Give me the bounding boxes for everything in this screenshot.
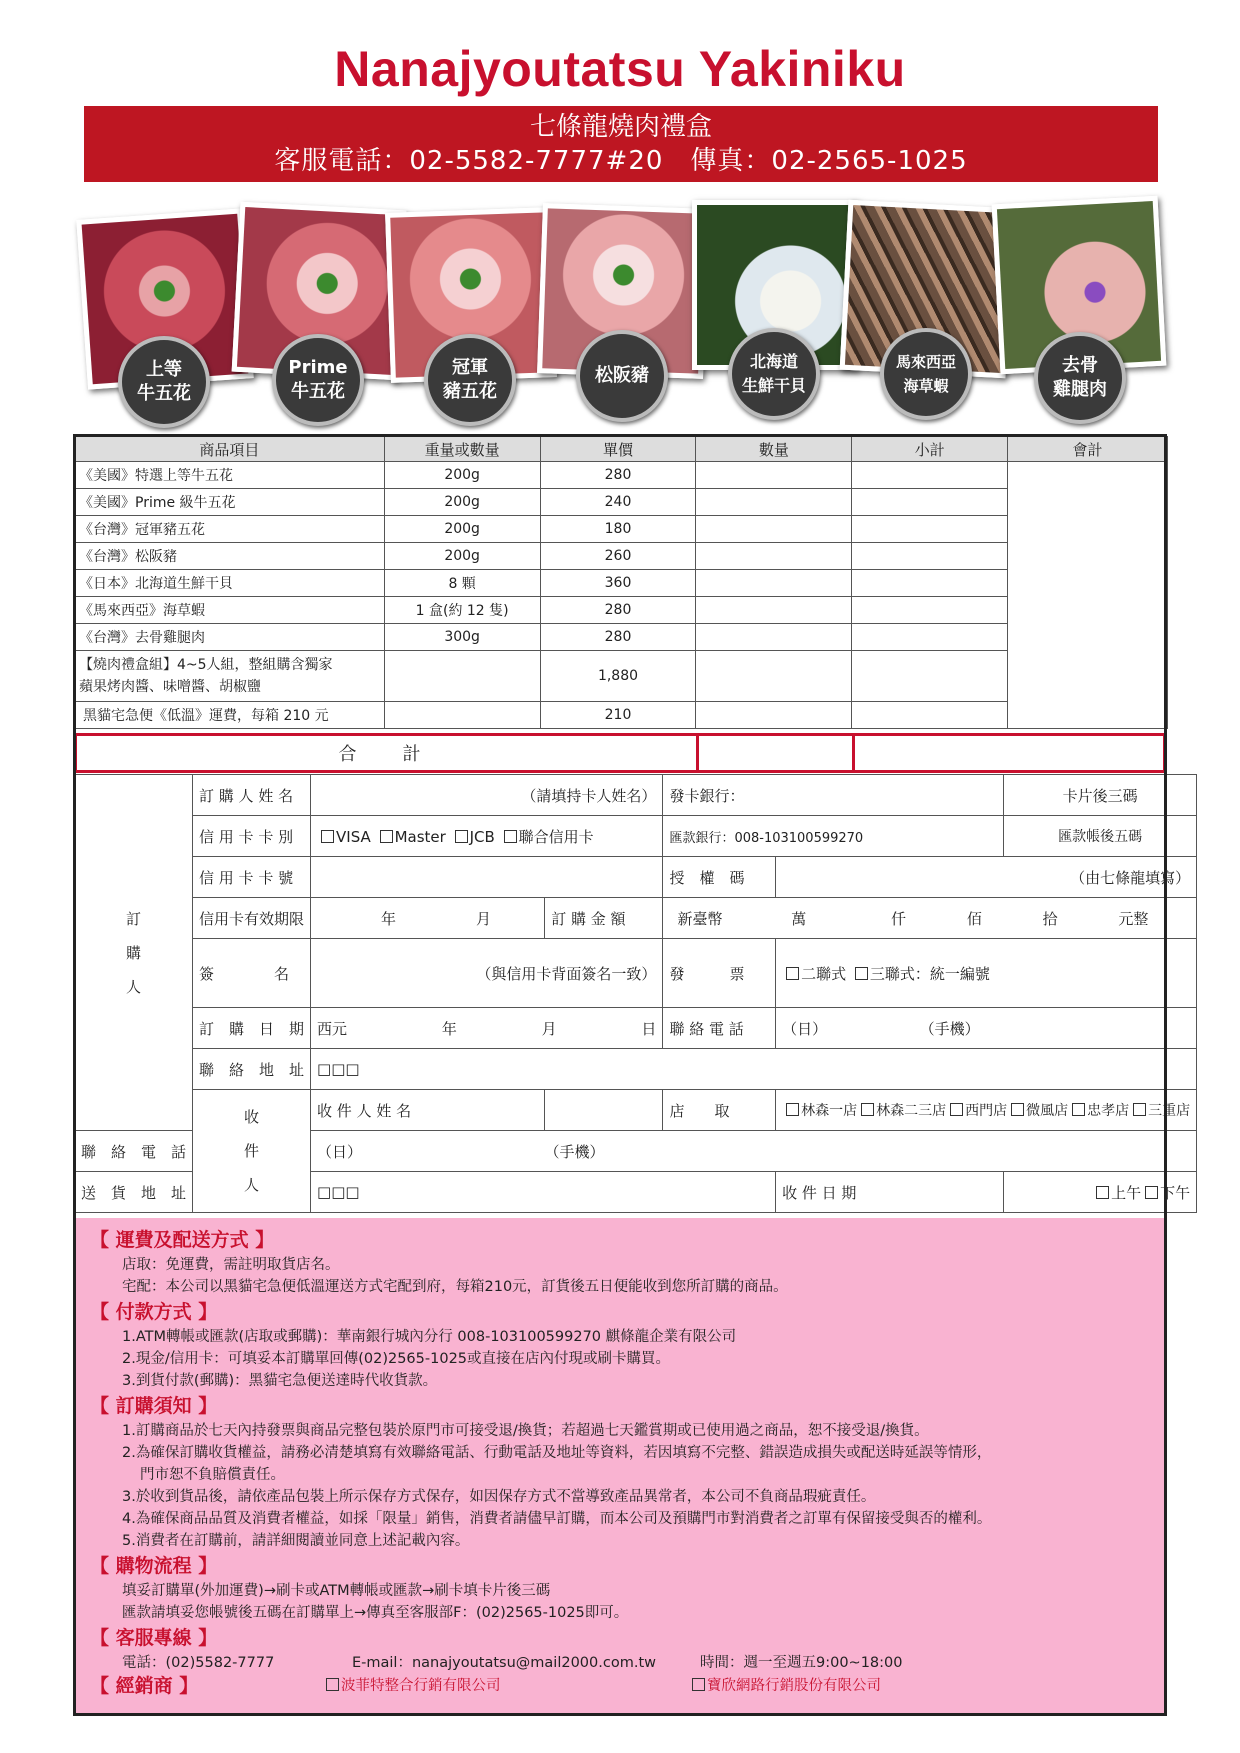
receive-date-field[interactable]: 上午 下午 <box>1004 1172 1197 1213</box>
auth-code-label: 授 權 碼 <box>663 857 776 898</box>
receiver-name-label: 收 件 人 姓 名 <box>311 1090 545 1131</box>
col-header: 數量 <box>696 437 852 462</box>
note-line: 3.於收到貨品後，請依產品包裝上所示保存方式保存，如因保存方式不當導致產品異常者，本公司不負商品瑕疵責任。 <box>122 1489 876 1505</box>
product-badge-pork: 冠軍 豬五花 <box>424 334 516 426</box>
note-line: 匯款請填妥您帳號後五碼在訂購單上→傳真至客服部F：(02)2565-1025即可。 <box>122 1605 629 1621</box>
card-number-field[interactable] <box>311 857 663 898</box>
product-weight: 8 顆 <box>384 570 540 597</box>
page-title: Nanajyoutatsu Yakiniku <box>334 41 906 97</box>
service-info <box>90 1652 1150 1674</box>
table-row <box>75 489 1168 516</box>
banner-title: 七條龍燒肉禮盒 <box>529 112 712 142</box>
table-row <box>75 516 1168 543</box>
order-date-label: 訂 購 日 期 <box>193 1008 311 1049</box>
payment-heading: 【 付款方式 】 <box>90 1301 218 1323</box>
col-header: 會計 <box>1008 437 1168 462</box>
receive-date-label: 收 件 日 期 <box>776 1172 1004 1213</box>
table-row <box>75 624 1168 651</box>
product-name: 《馬來西亞》海草蝦 <box>75 597 385 624</box>
product-name: 黑貓宅急便《低溫》運費，每箱 210 元 <box>75 702 385 729</box>
product-badge-scallop: 北海道 生鮮干貝 <box>728 328 820 420</box>
order-date-field[interactable]: 西元 年 月 日 <box>311 1008 663 1049</box>
product-price: 280 <box>540 462 696 489</box>
quantity-cell[interactable] <box>696 462 852 489</box>
total-row <box>74 733 1166 773</box>
product-weight: 1 盒(約 12 隻) <box>384 597 540 624</box>
checkbox[interactable] <box>1133 1103 1146 1116</box>
expiry-label: 信用卡有效期限 <box>193 898 311 939</box>
signature-label: 簽 名 <box>193 939 311 1008</box>
note-line: 店取：免運費，需註明取貨店名。 <box>122 1257 340 1273</box>
invoice-options[interactable]: 二聯式 三聯式：統一編號 <box>776 939 1197 1008</box>
product-badge-prime-beef: Prime 牛五花 <box>272 334 364 426</box>
orderer-name-label: 訂 購 人 姓 名 <box>193 775 311 816</box>
product-weight: 300g <box>384 624 540 651</box>
subtotal-cell[interactable] <box>852 597 1008 624</box>
quantity-cell[interactable] <box>696 516 852 543</box>
dealer-heading: 【 經銷商 】 <box>90 1675 199 1697</box>
dealer-name: 波菲特整合行銷有限公司 <box>341 1678 501 1694</box>
receiver-phone-field[interactable]: （日） （手機） <box>311 1131 1197 1172</box>
quantity-cell[interactable] <box>696 702 852 729</box>
subtotal-cell[interactable] <box>852 462 1008 489</box>
quantity-cell[interactable] <box>696 597 852 624</box>
product-weight: 200g <box>384 516 540 543</box>
note-line: 1.訂購商品於七天內持發票與商品完整包裝於原門市可接受退/換貨；若超過七天鑑賞期或已使用過之商品，恕不接受退/換貨。 <box>122 1423 929 1439</box>
note-line: 1.ATM轉帳或匯款(店取或郵購)：華南銀行城內分行 008-103100599270 麒條龍企業有限公司 <box>122 1329 737 1345</box>
quantity-cell[interactable] <box>696 543 852 570</box>
note-line: 5.消費者在訂購前，請詳細閱讀並同意上述記載內容。 <box>122 1533 470 1549</box>
product-price: 260 <box>540 543 696 570</box>
product-name: 《台灣》去骨雞腿肉 <box>75 624 385 651</box>
service-email: E-mail：nanajyoutatsu@mail2000.com.tw <box>352 1655 656 1671</box>
product-badge-shrimp: 馬來西亞 海草蝦 <box>880 328 972 420</box>
card-number-label: 信 用 卡 卡 號 <box>193 857 311 898</box>
product-gallery <box>76 196 1166 436</box>
product-price: 360 <box>540 570 696 597</box>
col-header: 重量或數量 <box>384 437 540 462</box>
product-weight: 200g <box>384 543 540 570</box>
rules-heading: 【 訂購須知 】 <box>90 1395 218 1417</box>
notes-section <box>74 1218 1166 1714</box>
checkbox[interactable] <box>861 1103 874 1116</box>
service-hours: 時間：週一至週五9:00~18:00 <box>700 1655 903 1671</box>
checkbox[interactable] <box>1096 1186 1109 1199</box>
checkbox[interactable] <box>950 1103 963 1116</box>
col-header: 商品項目 <box>75 437 385 462</box>
total-amount-cell[interactable] <box>855 736 1163 770</box>
total-quantity-cell[interactable] <box>699 736 855 770</box>
service-phone: 電話：(02)5582-7777 <box>122 1655 275 1671</box>
product-badge-matsusaka: 松阪豬 <box>576 330 668 422</box>
subtotal-cell[interactable] <box>852 516 1008 543</box>
table-row <box>75 597 1168 624</box>
receiver-phone-label: 聯 絡 電 話 <box>75 1131 193 1172</box>
bank-field[interactable]: 發卡銀行： <box>663 775 1004 816</box>
checkbox[interactable] <box>321 830 334 843</box>
order-form <box>74 774 1197 1213</box>
amount-field[interactable]: 新臺幣 萬 仟 佰 拾 元整 <box>663 898 1197 939</box>
remit-last5-label: 匯款帳後五碼 <box>1004 816 1197 857</box>
product-name: 《美國》Prime 級牛五花 <box>75 489 385 516</box>
invoice-label: 發 票 <box>663 939 776 1008</box>
product-price: 1,880 <box>540 651 696 702</box>
product-name: 《美國》特選上等牛五花 <box>75 462 385 489</box>
product-name: 《日本》北海道生鮮干貝 <box>75 570 385 597</box>
pickup-label: 店 取 <box>663 1090 776 1131</box>
checkbox[interactable] <box>380 830 393 843</box>
subtotal-cell[interactable] <box>852 570 1008 597</box>
process-heading: 【 購物流程 】 <box>90 1555 218 1577</box>
total-cell[interactable] <box>1008 462 1168 729</box>
product-weight <box>384 702 540 729</box>
receiver-address-field[interactable]: □□□ <box>311 1172 776 1213</box>
table-row <box>75 543 1168 570</box>
checkbox[interactable] <box>1072 1103 1085 1116</box>
note-line: 門市恕不負賠償責任。 <box>140 1467 285 1483</box>
orderer-name-field[interactable]: （請填持卡人姓名） <box>311 775 663 816</box>
quantity-cell[interactable] <box>696 651 852 702</box>
product-badge-chicken: 去骨 雞腿肉 <box>1034 332 1126 424</box>
product-name: 《台灣》冠軍豬五花 <box>75 516 385 543</box>
dealer-row <box>90 1674 1150 1698</box>
col-header: 單價 <box>540 437 696 462</box>
note-line: 填妥訂購單(外加運費)→刷卡或ATM轉帳或匯款→刷卡填卡片後三碼 <box>122 1583 551 1599</box>
auth-code-field[interactable]: （由七條龍填寫） <box>776 857 1197 898</box>
product-weight <box>384 651 540 702</box>
subtotal-cell[interactable] <box>852 489 1008 516</box>
product-price: 210 <box>540 702 696 729</box>
orderer-phone-label: 聯 絡 電 話 <box>663 1008 776 1049</box>
subtotal-cell[interactable] <box>852 624 1008 651</box>
product-weight: 200g <box>384 489 540 516</box>
banner-contact: 客服電話：02-5582-7777#20 傳真：02-2565-1025 <box>274 146 968 176</box>
product-price: 280 <box>540 597 696 624</box>
product-table <box>74 436 1168 729</box>
quantity-cell[interactable] <box>696 489 852 516</box>
receiver-name-field[interactable] <box>545 1090 663 1131</box>
shipping-heading: 【 運費及配送方式 】 <box>90 1229 275 1251</box>
note-line: 2.現金/信用卡：可填妥本訂購單回傳(02)2565-1025或直接在店內付現或刷卡購買。 <box>122 1351 671 1367</box>
table-row <box>75 651 1168 702</box>
total-label: 合 計 <box>77 736 699 770</box>
product-price: 180 <box>540 516 696 543</box>
card-type-options[interactable]: VISA Master JCB 聯合信用卡 <box>311 816 663 857</box>
checkbox[interactable] <box>326 1678 339 1691</box>
amount-label: 訂 購 金 額 <box>545 898 663 939</box>
table-row <box>75 702 1168 729</box>
note-line: 2.為確保訂購收貨權益，請務必清楚填寫有效聯絡電話、行動電話及地址等資料，若因填寫不完整、錯誤造成損失或配送時延誤等情形， <box>122 1445 992 1461</box>
subtotal-cell[interactable] <box>852 543 1008 570</box>
remit-bank: 匯款銀行：008-103100599270 <box>663 816 1004 857</box>
orderer-side-label: 訂 購 人 <box>75 775 193 1131</box>
product-price: 240 <box>540 489 696 516</box>
table-row <box>75 462 1168 489</box>
checkbox[interactable] <box>455 830 468 843</box>
note-line: 宅配：本公司以黑貓宅急便低溫運送方式宅配到府，每箱210元，訂貨後五日便能收到您所訂購的商品。 <box>122 1279 788 1295</box>
checkbox[interactable] <box>786 1103 799 1116</box>
dealer-name: 寶欣網路行銷股份有限公司 <box>707 1678 881 1694</box>
pickup-store-options[interactable]: 林森一店 林森二三店 西門店 微風店 忠孝店 三重店 <box>776 1090 1197 1131</box>
checkbox[interactable] <box>786 967 799 980</box>
col-header: 小計 <box>852 437 1008 462</box>
header-banner <box>84 106 1158 182</box>
product-name: 【燒肉禮盒組】4~5人組，整組購含獨家 蘋果烤肉醬、味噌醬、胡椒鹽 <box>75 651 385 702</box>
table-row <box>75 570 1168 597</box>
product-name: 《台灣》松阪豬 <box>75 543 385 570</box>
card-last3-label: 卡片後三碼 <box>1004 775 1197 816</box>
orderer-phone-field[interactable]: （日） （手機） <box>776 1008 1197 1049</box>
subtotal-cell[interactable] <box>852 651 1008 702</box>
checkbox[interactable] <box>692 1678 705 1691</box>
quantity-cell[interactable] <box>696 570 852 597</box>
checkbox[interactable] <box>1011 1103 1024 1116</box>
orderer-address-label: 聯 絡 地 址 <box>193 1049 311 1090</box>
service-heading: 【 客服專線 】 <box>90 1627 218 1649</box>
product-weight: 200g <box>384 462 540 489</box>
receiver-side-label: 收 件 人 <box>193 1090 311 1213</box>
card-type-label: 信 用 卡 卡 別 <box>193 816 311 857</box>
orderer-address-field[interactable]: □□□ <box>311 1049 1197 1090</box>
receiver-address-label: 送 貨 地 址 <box>75 1172 193 1213</box>
product-badge-beef: 上等 牛五花 <box>118 336 210 428</box>
checkbox[interactable] <box>855 967 868 980</box>
quantity-cell[interactable] <box>696 624 852 651</box>
signature-field[interactable]: （與信用卡背面簽名一致） <box>311 939 663 1008</box>
checkbox[interactable] <box>504 830 517 843</box>
expiry-field[interactable]: 年 月 <box>311 898 545 939</box>
checkbox[interactable] <box>1145 1186 1158 1199</box>
product-price: 280 <box>540 624 696 651</box>
note-line: 3.到貨付款(郵購)：黑貓宅急便送達時代收貨款。 <box>122 1373 438 1389</box>
note-line: 4.為確保商品品質及消費者權益，如採「限量」銷售，消費者請儘早訂購，而本公司及預購門市對消費者之訂單有保留接受與否的權利。 <box>122 1511 992 1527</box>
subtotal-cell[interactable] <box>852 702 1008 729</box>
